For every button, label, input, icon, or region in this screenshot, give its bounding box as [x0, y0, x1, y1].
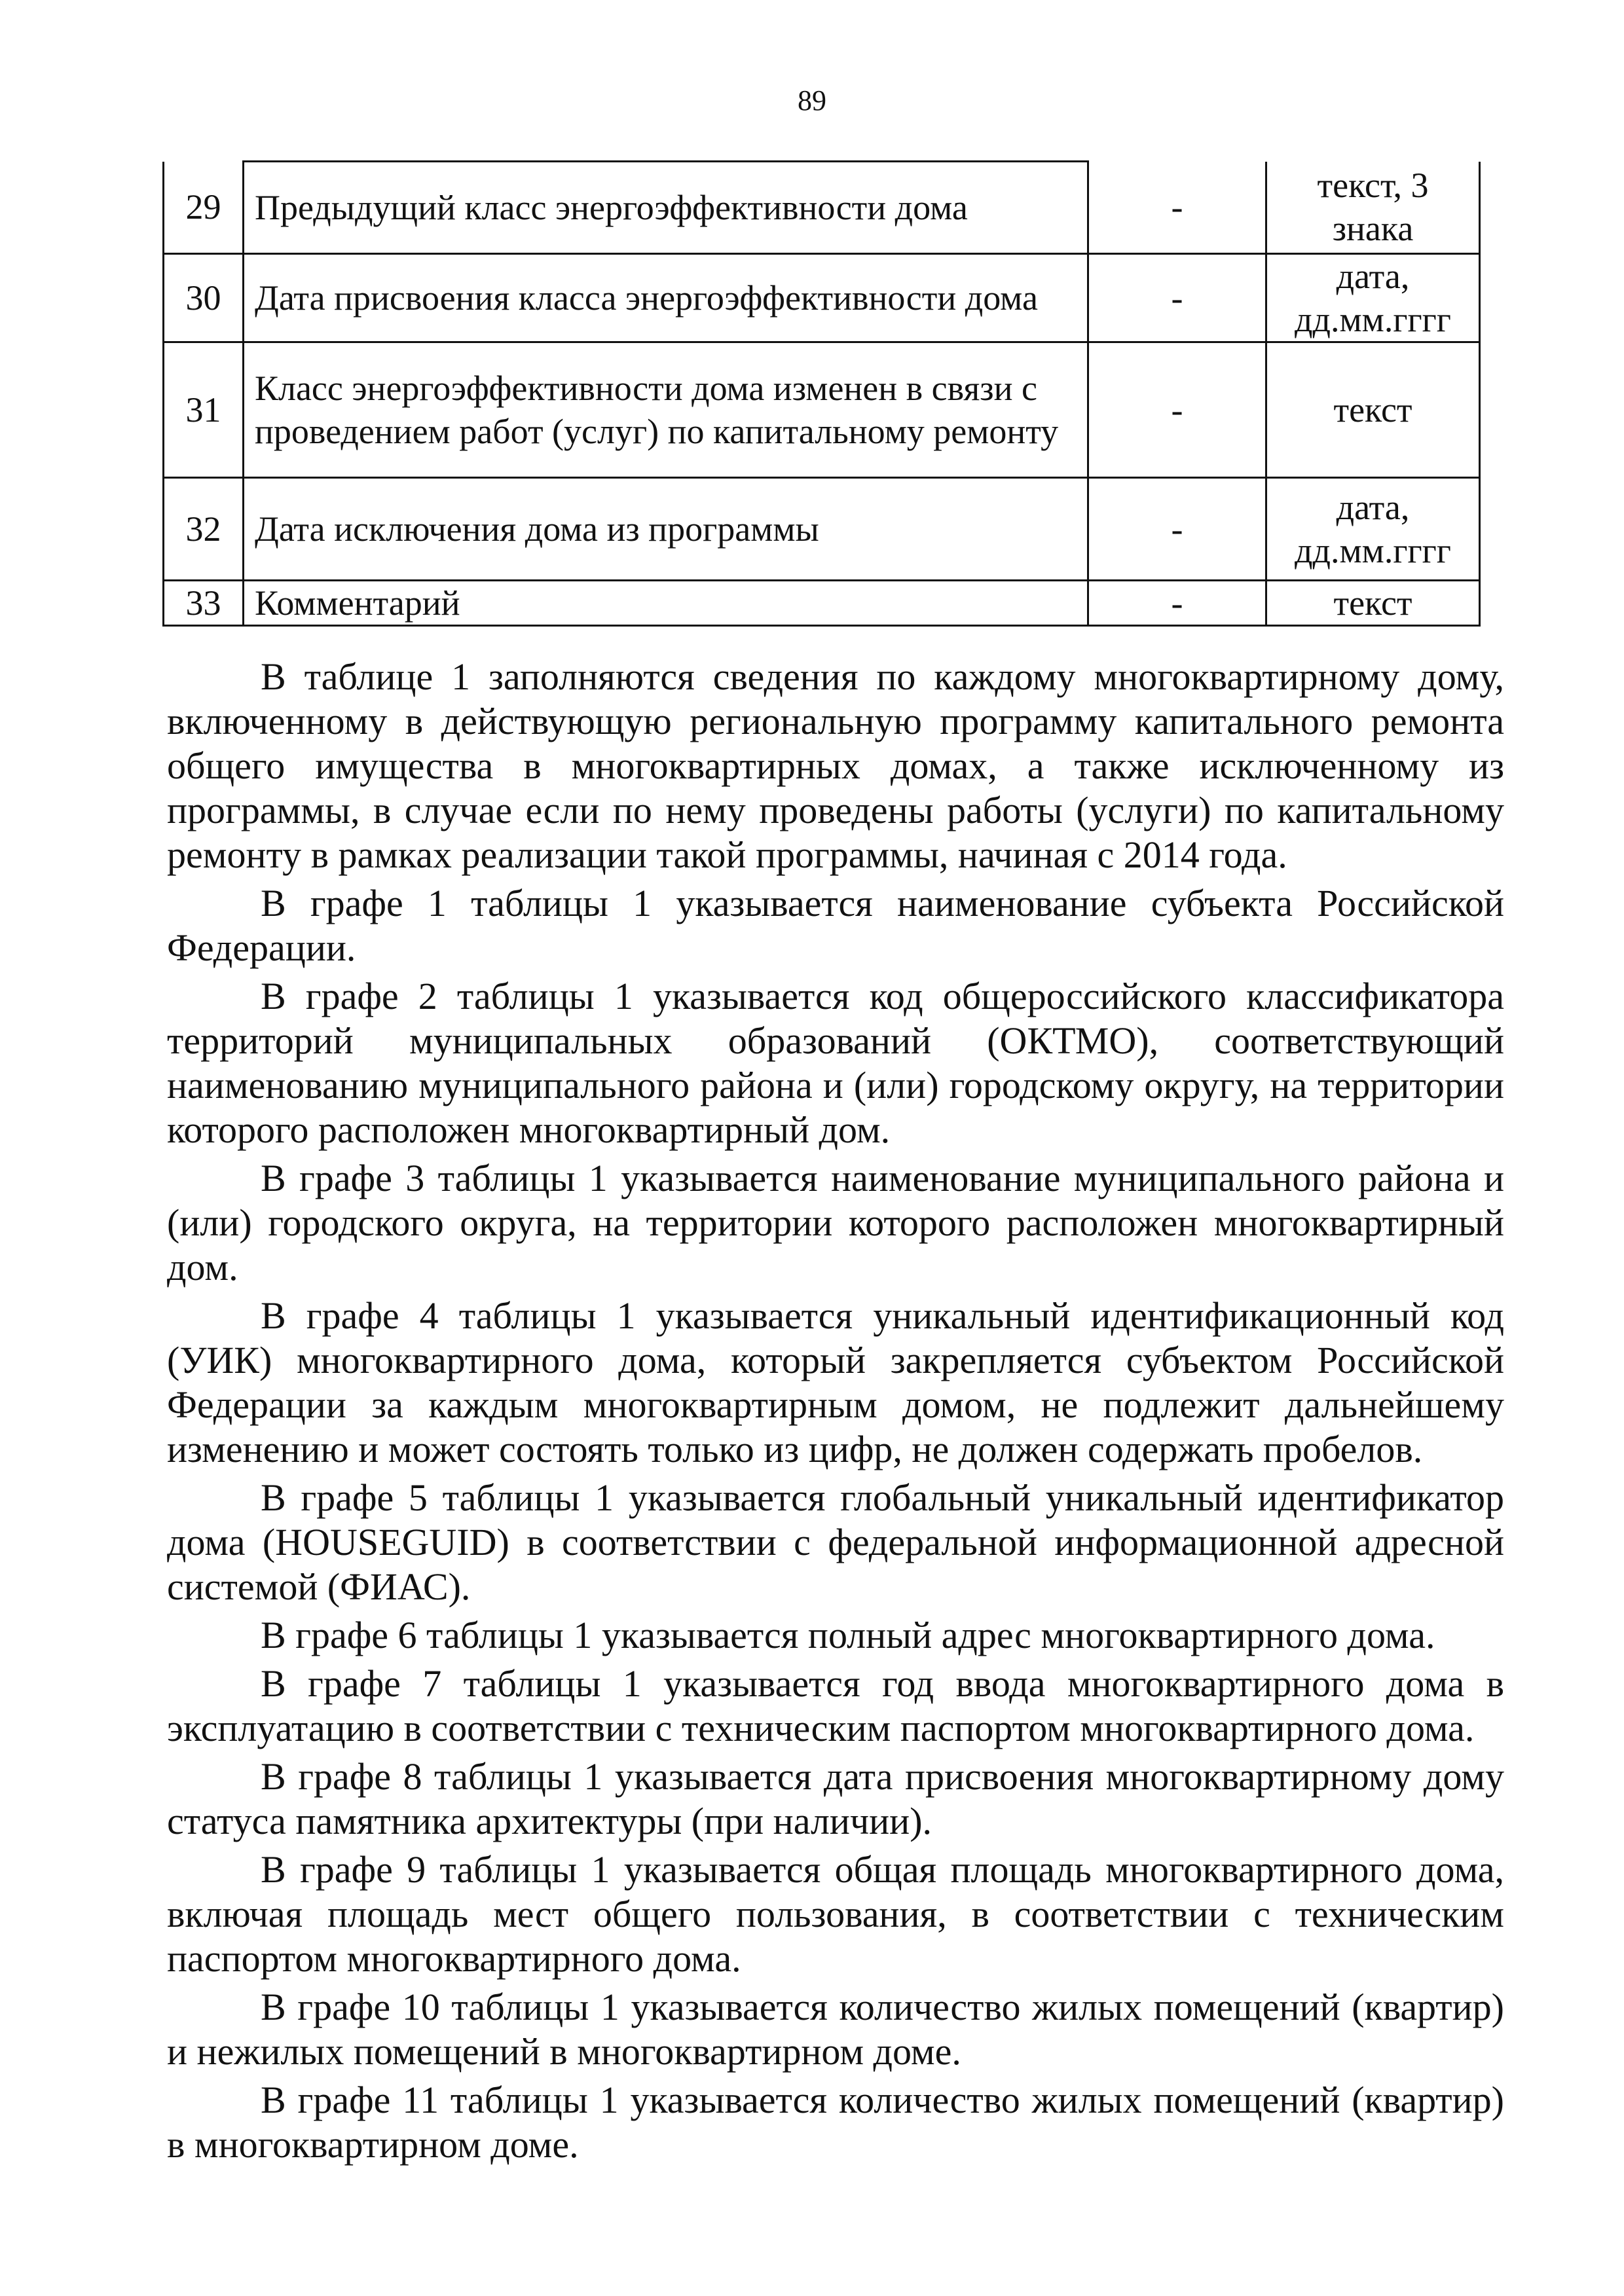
row-unit: - [1088, 342, 1266, 478]
row-type: дата, дд.мм.гггг [1266, 478, 1480, 581]
row-name: Комментарий [244, 581, 1088, 626]
table-row [164, 342, 1480, 478]
paragraph: В графе 11 таблицы 1 указывается количество жилых помещений (квартир) в многоквартирном доме. [167, 2079, 1504, 2166]
row-name: Предыдущий класс энергоэффективности дома [244, 162, 1088, 254]
paragraph: В графе 9 таблицы 1 указывается общая площадь многоквартирного дома, включая площадь мест общего пользования, в соответствии с техническим паспортом многоквартирного дома. [167, 1848, 1504, 1980]
table-row [164, 254, 1480, 342]
paragraph: В графе 6 таблицы 1 указывается полный адрес многоквартирного дома. [261, 1614, 1435, 1656]
paragraph: В графе 7 таблицы 1 указывается год ввода многоквартирного дома в эксплуатацию в соответствии с техническим паспортом многоквартирного дома. [167, 1662, 1504, 1749]
table-row [164, 162, 1480, 254]
row-number: 33 [164, 581, 244, 626]
row-number: 30 [164, 254, 244, 342]
row-unit: - [1088, 581, 1266, 626]
paragraph: В графе 1 таблицы 1 указывается наименование субъекта Российской Федерации. [167, 882, 1504, 969]
paragraph: В графе 5 таблицы 1 указывается глобальный уникальный идентификатор дома (HOUSEGUID) в соответствии с федеральной информационной адресной системой (ФИАС). [167, 1476, 1504, 1608]
row-type: текст [1266, 581, 1480, 626]
row-type: дата, дд.мм.гггг [1266, 254, 1480, 342]
row-name: Дата исключения дома из программы [244, 478, 1088, 581]
paragraph: В графе 8 таблицы 1 указывается дата присвоения многоквартирному дому статуса памятника архитектуры (при наличии). [167, 1755, 1504, 1842]
row-unit: - [1088, 254, 1266, 342]
row-type: текст [1266, 342, 1480, 478]
paragraph: В графе 3 таблицы 1 указывается наименование муниципального района и (или) городского округа, на территории которого расположен многоквартирный дом. [167, 1157, 1504, 1288]
row-type: текст, 3 знака [1266, 162, 1480, 254]
paragraph: В графе 4 таблицы 1 указывается уникальный идентификационный код (УИК) многоквартирного дома, который закрепляется субъектом Российской Федерации за каждым многоквартирным домом, не подлежит дальнейшему изменению и может состоять только из цифр, не должен содержать пробелов. [167, 1294, 1504, 1470]
page-number: 89 [798, 84, 826, 117]
table-row [164, 478, 1480, 581]
paragraph: В графе 10 таблицы 1 указывается количество жилых помещений (квартир) и нежилых помещений в многоквартирном доме. [167, 1986, 1504, 2073]
row-number: 29 [164, 162, 244, 254]
paragraph: В графе 2 таблицы 1 указывается код общероссийского классификатора территорий муниципальных образований (ОКТМО), соответствующий наименованию муниципального района и (или) городскому округу, на территории которого расположен многоквартирный дом. [167, 975, 1504, 1151]
document-body [167, 655, 1504, 2167]
row-name: Дата присвоения класса энергоэффективности дома [244, 254, 1088, 342]
row-unit: - [1088, 162, 1266, 254]
paragraph: В таблице 1 заполняются сведения по каждому многоквартирному дому, включенному в действующую региональную программу капитального ремонта общего имущества в многоквартирных домах, а также исключенному из программы, в случае если по нему проведены работы (услуги) по капитальному ремонту в рамках реализации такой программы, начиная с 2014 года. [167, 655, 1504, 876]
data-table [162, 160, 1481, 627]
row-unit: - [1088, 478, 1266, 581]
row-name: Класс энергоэффективности дома изменен в связи с проведением работ (услуг) по капитальному ремонту [244, 342, 1088, 478]
table-row [164, 581, 1480, 626]
row-number: 32 [164, 478, 244, 581]
row-number: 31 [164, 342, 244, 478]
